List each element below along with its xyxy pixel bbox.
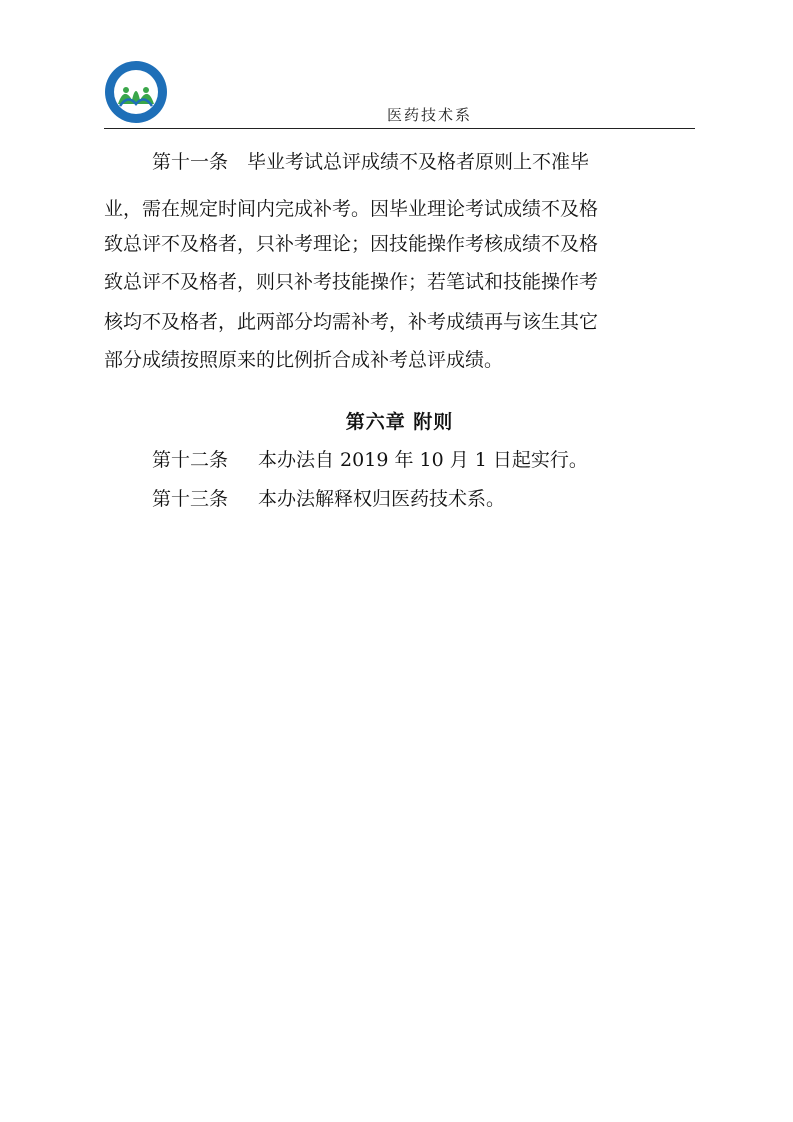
article-13 [152, 487, 505, 511]
article-12 [152, 448, 588, 472]
article-13-label: 第十三条 [152, 488, 229, 510]
article-13-text: 本办法解释权归医药技术系。 [258, 488, 506, 510]
article-11-line-4: 致总评不及格者，则只补考技能操作；若笔试和技能操作考 [104, 271, 599, 293]
header-divider [104, 128, 695, 129]
school-logo [104, 60, 168, 124]
article-11-line-1-text: 第十一条 毕业考试总评成绩不及格者原则上不准毕 [152, 151, 590, 173]
article-11-line-1 [152, 150, 691, 174]
chapter-6-title: 第六章 附则 [345, 411, 454, 433]
department-header: 医药技术系 [387, 106, 473, 124]
school-logo-emblem-icon [104, 60, 168, 124]
article-12-text: 本办法自 2019 年 10 月 1 日起实行。 [258, 449, 588, 471]
article-11-line-5: 核均不及格者，此两部分均需补考，补考成绩再与该生其它 [104, 311, 599, 333]
article-11-line-6: 部分成绩按照原来的比例折合成补考总评成绩。 [104, 349, 504, 371]
article-11-line-3: 致总评不及格者，只补考理论；因技能操作考核成绩不及格 [104, 233, 599, 255]
article-11-line-2: 业，需在规定时间内完成补考。因毕业理论考试成绩不及格 [104, 198, 599, 220]
article-12-label: 第十二条 [152, 449, 229, 471]
